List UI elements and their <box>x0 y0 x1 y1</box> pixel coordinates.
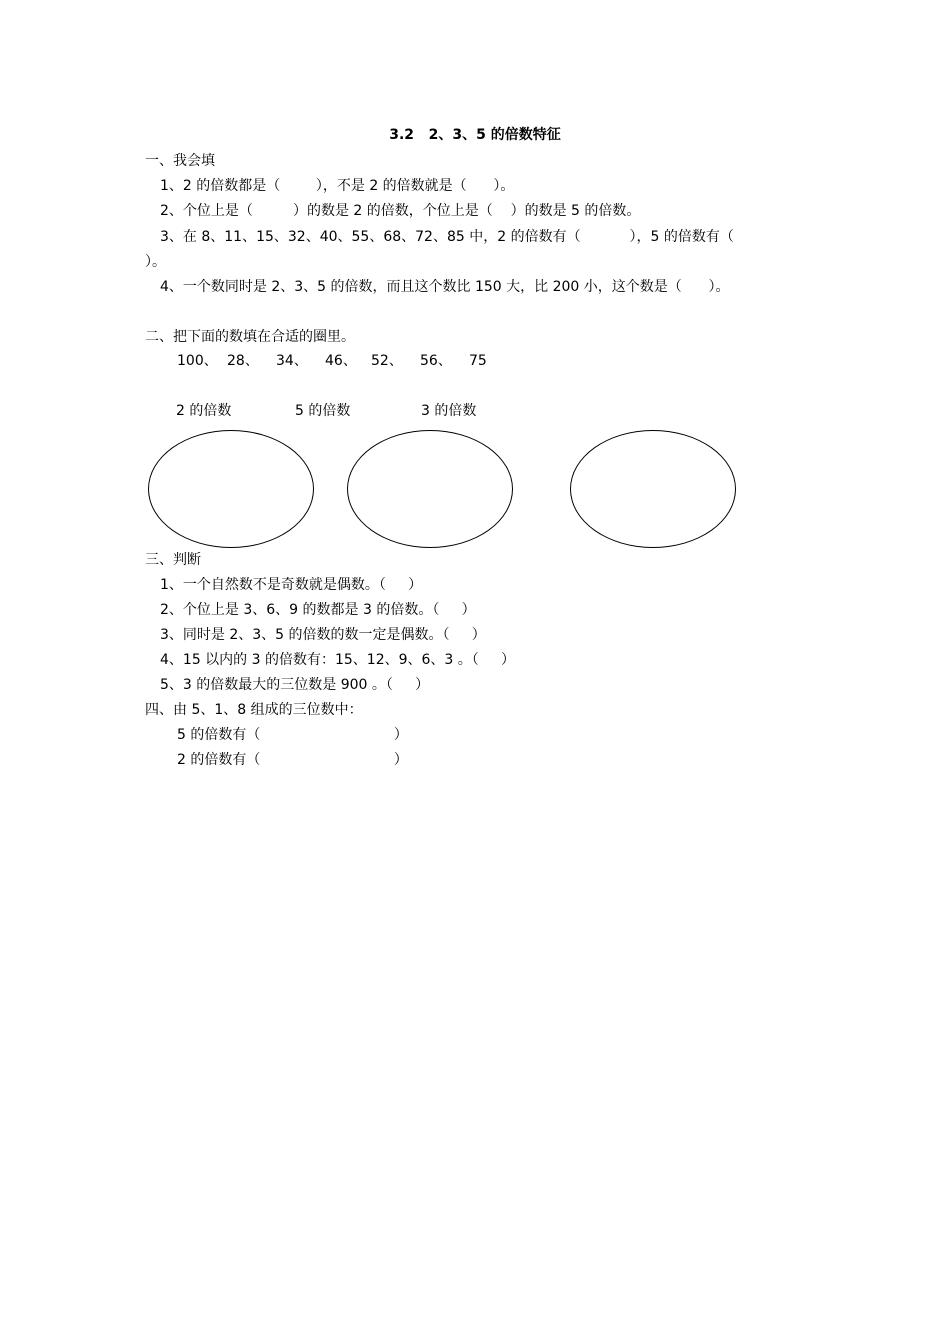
section2-heading: 二、把下面的数填在合适的圈里。 <box>145 329 355 345</box>
number-item: 75 <box>469 353 487 369</box>
section3-statement-5: 5、3 的倍数最大的三位数是 900 。（ ） <box>160 677 430 693</box>
circle-label-multiples-of-3: 3 的倍数 <box>421 403 477 419</box>
section4-answer-multiples-of-2: 2 的倍数有（ ） <box>177 752 408 768</box>
section1-question-4: 4、一个数同时是 2、3、5 的倍数，而且这个数比 150 大，比 200 小，这个数是（ ）。 <box>160 279 730 295</box>
answer-circle-3[interactable] <box>570 430 736 548</box>
section1-question-2: 2、个位上是（ ）的数是 2 的倍数，个位上是（ ）的数是 5 的倍数。 <box>160 203 641 219</box>
number-item: 52、 <box>371 353 403 369</box>
number-item: 100、 <box>177 353 218 369</box>
section4-answer-multiples-of-5: 5 的倍数有（ ） <box>177 727 408 743</box>
number-item: 28、 <box>227 353 259 369</box>
section1-question-3-continued: ）。 <box>145 254 166 270</box>
section4-heading: 四、由 5、1、8 组成的三位数中： <box>145 702 363 718</box>
number-item: 56、 <box>420 353 452 369</box>
number-item: 34、 <box>276 353 308 369</box>
section3-statement-4: 4、15 以内的 3 的倍数有：15、12、9、6、3 。（ ） <box>160 652 516 668</box>
section3-statement-3: 3、同时是 2、3、5 的倍数的数一定是偶数。（ ） <box>160 627 486 643</box>
number-item: 46、 <box>325 353 357 369</box>
section1-heading: 一、我会填 <box>145 153 215 169</box>
section3-heading: 三、判断 <box>145 552 201 568</box>
number-list <box>177 352 487 370</box>
page-title: 3.2 2、3、5 的倍数特征 <box>389 127 561 143</box>
section3-statement-2: 2、个位上是 3、6、9 的数都是 3 的倍数。（ ） <box>160 602 476 618</box>
section3-statement-1: 1、一个自然数不是奇数就是偶数。（ ） <box>160 577 423 593</box>
answer-circle-1[interactable] <box>148 430 314 548</box>
section1-question-1: 1、2 的倍数都是（ ），不是 2 的倍数就是（ ）。 <box>160 178 515 194</box>
answer-circle-2[interactable] <box>347 430 513 548</box>
section1-question-3: 3、在 8、11、15、32、40、55、68、72、85 中，2 的倍数有（ ），5 的倍数有（ <box>160 229 734 245</box>
circle-label-multiples-of-2: 2 的倍数 <box>176 403 232 419</box>
circle-label-multiples-of-5: 5 的倍数 <box>295 403 351 419</box>
